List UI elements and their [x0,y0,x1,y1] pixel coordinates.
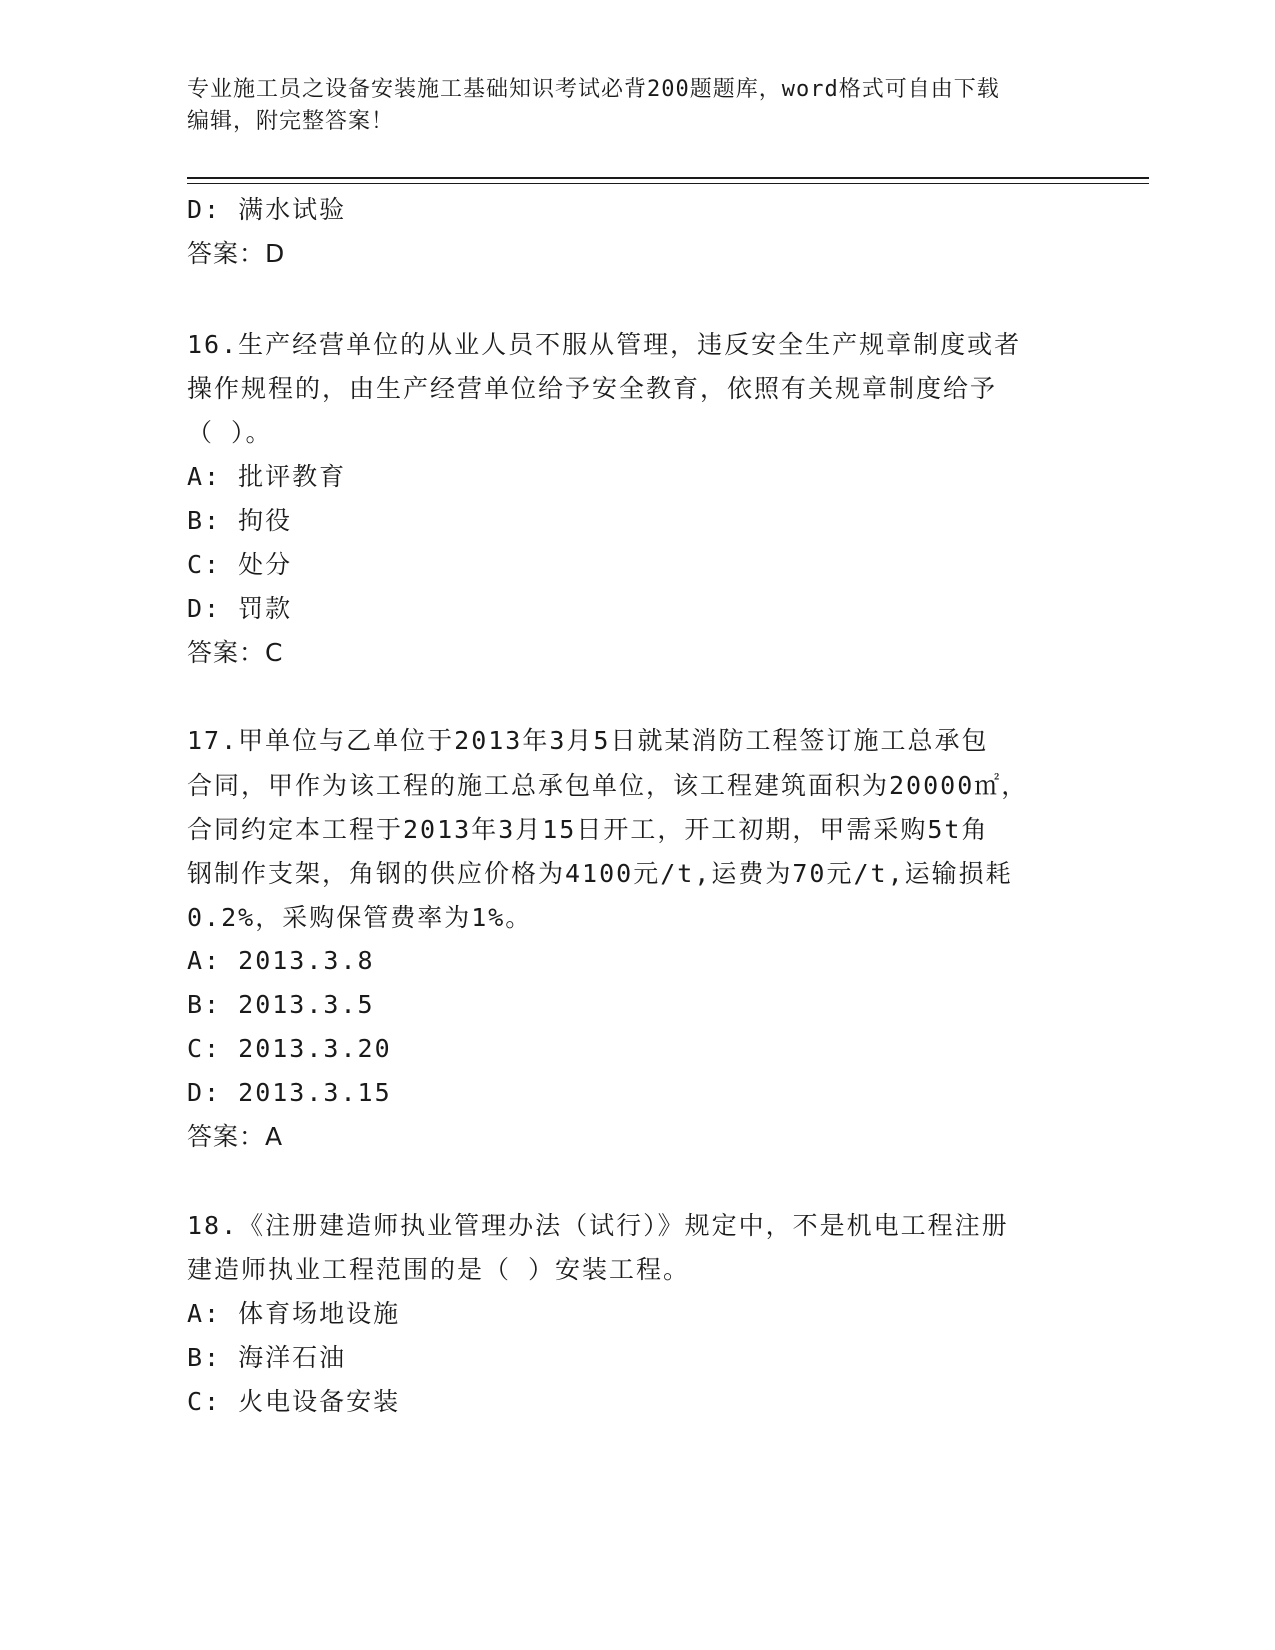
q18-stem-line-2: 建造师执业工程范围的是（ ）安装工程。 [187,1255,691,1284]
q18-option-b: B: 海洋石油 [187,1343,347,1372]
q17-stem-line-1: 17.甲单位与乙单位于2013年3月5日就某消防工程签订施工总承包 [187,726,989,755]
q16-answer: 答案：C [187,638,284,667]
q18-stem-line-1: 18.《注册建造师执业管理办法（试行）》规定中，不是机电工程注册 [187,1211,1009,1240]
q17-stem-line-4: 钢制作支架，角钢的供应价格为4100元/t,运费为70元/t,运输损耗 [187,859,1013,888]
q16-option-b: B: 拘役 [187,506,293,535]
q15-option-d: D: 满水试验 [187,195,347,224]
q16-option-a: A: 批评教育 [187,462,347,491]
q17-stem-line-3: 合同约定本工程于2013年3月15日开工，开工初期，甲需采购5t角 [187,815,989,844]
q18-option-c: C: 火电设备安装 [187,1387,401,1416]
q15-answer: 答案：D [187,239,286,268]
q17-option-b: B: 2013.3.5 [187,990,375,1019]
q17-option-d: D: 2013.3.15 [187,1078,392,1107]
q16-option-c: C: 处分 [187,550,293,579]
q18-option-a: A: 体育场地设施 [187,1299,401,1328]
header-line-1: 专业施工员之设备安装施工基础知识考试必背200题题库，word格式可自由下载 [187,77,1000,102]
q16-stem-line-2: 操作规程的，由生产经营单位给予安全教育，依照有关规章制度给予 [187,374,998,403]
q16-stem-line-1: 16.生产经营单位的从业人员不服从管理，违反安全生产规章制度或者 [187,330,1022,359]
q16-option-d: D: 罚款 [187,594,293,623]
q17-stem-line-2: 合同，甲作为该工程的施工总承包单位，该工程建筑面积为20000㎡， [187,771,1029,800]
q17-option-c: C: 2013.3.20 [187,1034,392,1063]
header-rule-thick [187,177,1149,179]
q16-stem-line-3: （ ）。 [187,418,273,447]
q17-answer: 答案：A [187,1122,284,1151]
q17-option-a: A: 2013.3.8 [187,946,375,975]
header-rule-thin [187,183,1149,184]
q17-stem-line-5: 0.2%，采购保管费率为1%。 [187,903,533,932]
header-line-2: 编辑，附完整答案！ [187,109,395,134]
page-header [187,74,1097,138]
